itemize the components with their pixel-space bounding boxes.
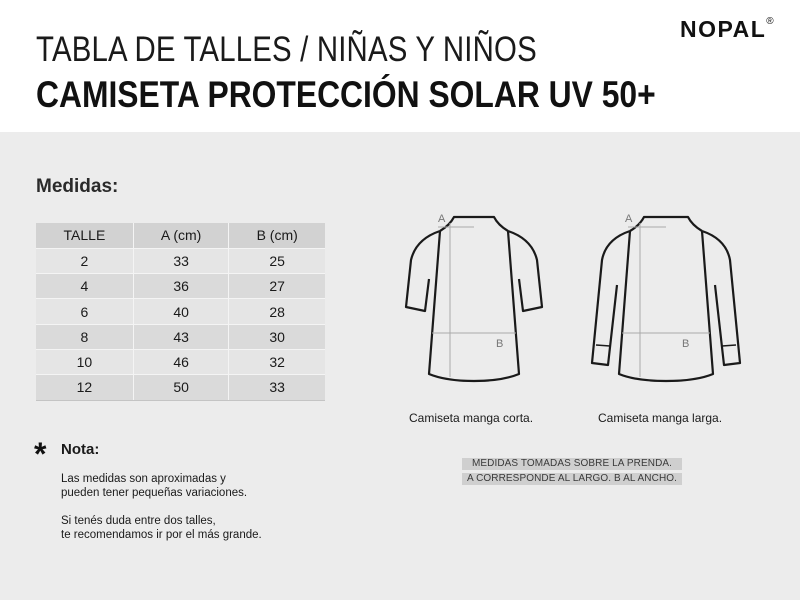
footnote-line: MEDIDAS TOMADAS SOBRE LA PRENDA. — [462, 458, 682, 470]
note-line: Las medidas son aproximadas y — [61, 473, 226, 485]
column-header: A (cm) — [133, 223, 229, 248]
header — [0, 0, 800, 132]
table-cell: 46 — [133, 349, 229, 374]
long-sleeve-caption: Camiseta manga larga. — [598, 411, 723, 425]
table-cell: 30 — [229, 324, 325, 349]
table-row — [36, 248, 325, 273]
table-cell: 40 — [133, 299, 229, 324]
asterisk-icon: * — [34, 436, 47, 472]
shirt-body-outline — [619, 231, 713, 381]
shirt-collar — [630, 217, 702, 231]
measures-title: Medidas: — [36, 176, 119, 197]
brand-logo-text: NOPAL — [680, 16, 767, 42]
table-row — [36, 375, 325, 400]
size-table — [36, 223, 325, 401]
label-a: A — [625, 213, 633, 225]
brand-logo — [680, 16, 774, 43]
note-line: te recomendamos ir por el más grande. — [61, 529, 262, 541]
long-sleeve-shirt-diagram — [588, 205, 744, 385]
table-cell: 6 — [36, 299, 133, 324]
label-a: A — [438, 213, 446, 225]
table-cell: 36 — [133, 274, 229, 299]
table-cell: 28 — [229, 299, 325, 324]
label-b: B — [496, 338, 504, 350]
note-line: Si tenés duda entre dos talles, — [61, 515, 216, 527]
table-cell: 50 — [133, 375, 229, 400]
note-title: Nota: — [61, 441, 100, 458]
column-header: TALLE — [36, 223, 133, 248]
table-cell: 2 — [36, 248, 133, 273]
table-row — [36, 299, 325, 324]
table-cell: 4 — [36, 274, 133, 299]
table-cell: 25 — [229, 248, 325, 273]
table-cell: 10 — [36, 349, 133, 374]
table-row — [36, 324, 325, 349]
table-row — [36, 274, 325, 299]
note-line: pueden tener pequeñas variaciones. — [61, 487, 248, 499]
page-subtitle: CAMISETA PROTECCIÓN SOLAR UV 50+ — [36, 74, 656, 115]
table-header-row — [36, 223, 325, 248]
table-cell: 8 — [36, 324, 133, 349]
label-b: B — [682, 338, 690, 350]
registered-mark: ® — [766, 16, 774, 28]
table-cell: 33 — [229, 375, 325, 400]
footnote-line: A CORRESPONDE AL LARGO. B AL ANCHO. — [462, 473, 682, 485]
short-sleeve-shirt-diagram — [398, 205, 550, 385]
page-title: TABLA DE TALLES / NIÑAS Y NIÑOS — [36, 30, 537, 69]
table-cell: 12 — [36, 375, 133, 400]
shirt-body-outline — [429, 231, 519, 381]
column-header: B (cm) — [229, 223, 325, 248]
table-cell: 32 — [229, 349, 325, 374]
table-cell: 27 — [229, 274, 325, 299]
table-cell: 33 — [133, 248, 229, 273]
table-row — [36, 349, 325, 374]
short-sleeve-caption: Camiseta manga corta. — [409, 411, 534, 425]
table-cell: 43 — [133, 324, 229, 349]
